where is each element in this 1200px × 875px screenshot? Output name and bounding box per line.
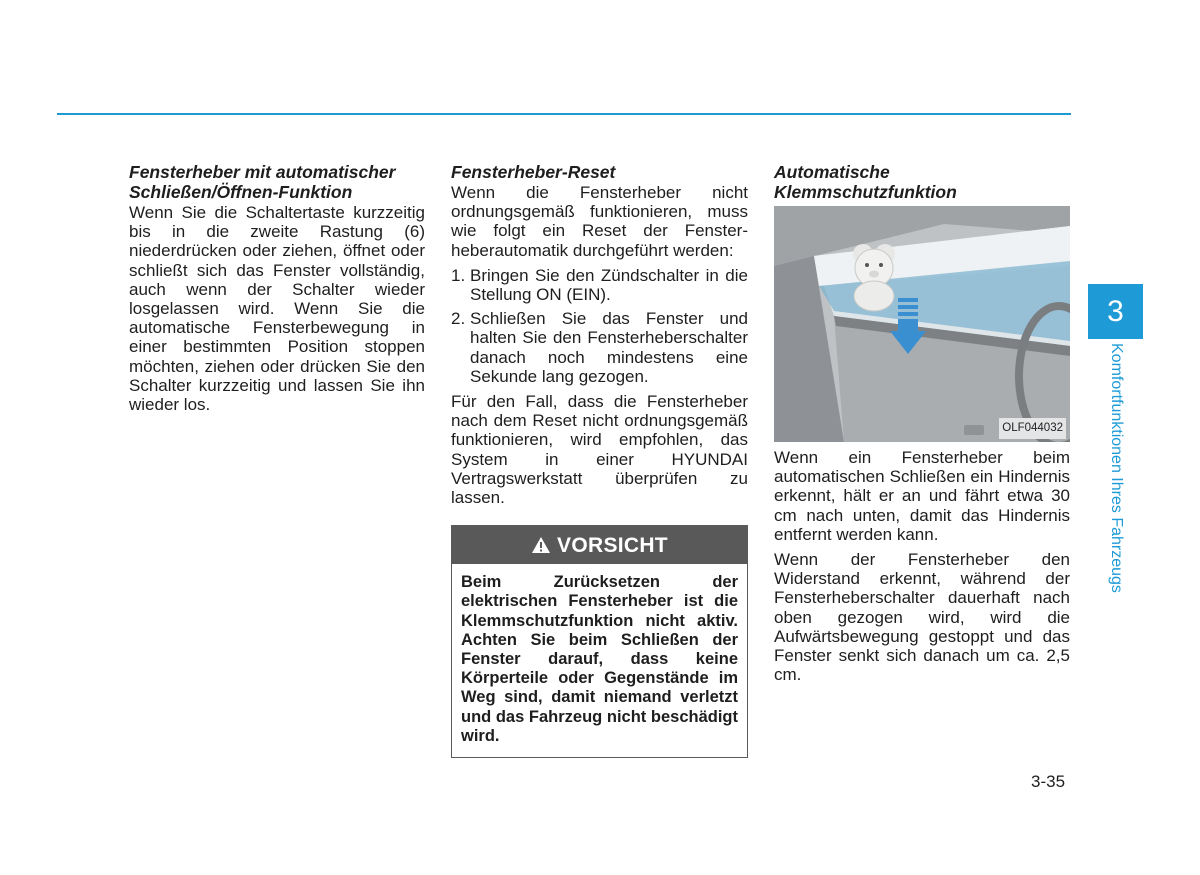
step-text: Bringen Sie den Zündschalter in die Stellung ON (EIN). — [470, 265, 748, 305]
column-window-reset — [451, 162, 748, 758]
caution-box — [451, 525, 748, 758]
caution-header — [452, 526, 747, 564]
window-illustration — [774, 206, 1070, 442]
step-number: 1. — [451, 265, 466, 285]
body-paragraph: Wenn die Fensterheber nicht ordnungsgemäß funktionieren, muss wie folgt ein Reset der Fensterheberautomatik durchgeführt werden: — [451, 183, 748, 260]
body-paragraph: Wenn der Fensterheber den Widerstand erkennt, während der Fensterheberschalter dauerhaft nach oben gezogen wird, wird die Aufwärtsbewegung gestoppt und das Fenster senkt sich danach um ca. 2,5 cm. — [774, 550, 1070, 685]
list-item — [451, 266, 748, 304]
list-item — [451, 309, 748, 386]
step-list — [451, 266, 748, 386]
page-number: 3-35 — [1031, 772, 1066, 791]
section-heading: Automatische Klemmschutzfunktion — [774, 162, 957, 202]
caution-title: VORSICHT — [557, 533, 668, 557]
body-paragraph: Wenn ein Fensterheber beim automatischen Schließen ein Hindernis erkennt, hält er an und fährt etwa 30 cm nach unten, damit das Hindernis entfernt werden kann. — [774, 448, 1070, 544]
top-rule — [57, 113, 1071, 115]
body-paragraph: Wenn Sie die Schaltertaste kurzzeitig bis in die zweite Rastung (6) niederdrücken oder ziehen, öffnet oder schließt sich das Fenster vollständig, auch wenn der Schalter wieder losgelassen wird. Wenn Sie die automatische Fensterbewegung in einer bestimmten Position stoppen möchten, ziehen oder drücken Sie den Schalter kurzzeitig und lassen Sie ihn wieder los. — [129, 203, 425, 415]
warning-triangle-icon — [531, 536, 551, 554]
section-heading: Fensterheber mit automatischer Schließen/Öffnen-Funktion — [129, 162, 396, 202]
column-auto-window — [129, 162, 425, 420]
car-window-image — [774, 206, 1070, 442]
figure-code: OLF044032 — [999, 418, 1066, 439]
step-number: 2. — [451, 309, 466, 329]
column-pinch-protection — [774, 162, 1070, 690]
chapter-title: Komfortfunktionen Ihres Fahrzeugs — [1108, 343, 1125, 593]
caution-text: Beim Zurücksetzen der elektrischen Fensterheber ist die Klemmschutzfunktion nicht aktiv. Achten Sie beim Schließen der Fenster darauf, dass keine Körperteile oder Gegenstände im Weg sind, damit niemand verletzt und das Fahrzeug nicht beschädigt wird. — [461, 573, 738, 745]
chapter-number-tab: 3 — [1088, 284, 1143, 339]
body-paragraph: Für den Fall, dass die Fensterheber nach dem Reset nicht ordnungsgemäß funktionieren, wird empfohlen, das System in einer HYUNDAI Vertragswerkstatt überprüfen zu lassen. — [451, 392, 748, 508]
step-text: Schließen Sie das Fenster und halten Sie den Fensterheberschalter danach noch mindestens eine Sekunde lang gezogen. — [470, 309, 748, 386]
section-heading: Fensterheber-Reset — [451, 162, 616, 182]
